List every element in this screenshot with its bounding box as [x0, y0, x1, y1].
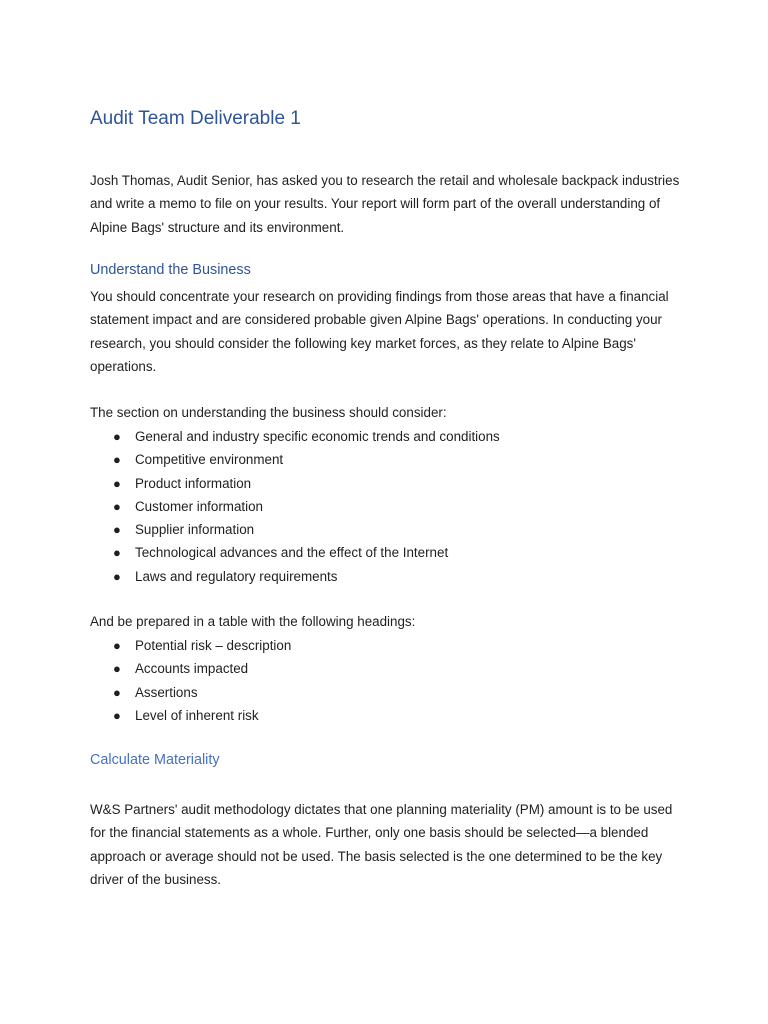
bullet-icon: ●: [113, 638, 121, 653]
table-lead-text: And be prepared in a table with the following headings:: [90, 614, 416, 629]
section-heading-calculate-materiality: Calculate Materiality: [90, 752, 220, 768]
bullet-icon: ●: [113, 661, 121, 677]
understand-business-paragraph: You should concentrate your research on providing findings from those areas that have a financial statement impact and are considered probable given Alpine Bags' operations. In conducting your research, you should consider the following key market forces, as they relate to Alpine Bags' operations.: [90, 289, 669, 374]
bullet-icon: ●: [113, 568, 121, 584]
bullet-icon: ●: [113, 475, 121, 491]
list-item: ● Potential risk – description: [90, 634, 680, 657]
intro-paragraph: Josh Thomas, Audit Senior, has asked you to research the retail and wholesale backpack industries and write a memo to file on your results. Your report will form part of the overall understanding of Alpine Bags' structure and its environment.: [90, 173, 680, 235]
bullet-icon: ●: [113, 429, 121, 444]
list-item: ● Competitive environment: [90, 448, 680, 471]
document-title: Audit Team Deliverable 1: [90, 108, 301, 129]
table-headings-list: [90, 634, 680, 727]
bullet-icon: ●: [113, 707, 121, 723]
bullet-icon: ●: [113, 522, 121, 538]
list-item: ● Laws and regulatory requirements: [90, 565, 680, 588]
section-heading-understand-business: Understand the Business: [90, 262, 251, 278]
bullet-icon: ●: [113, 684, 121, 700]
list-item: ● General and industry specific economic trends and conditions: [90, 425, 680, 448]
list-item: ● Technological advances and the effect of the Internet: [90, 541, 680, 564]
list-item: ● Customer information: [90, 495, 680, 518]
bullet-icon: ●: [113, 545, 121, 561]
list-item: ● Assertions: [90, 681, 680, 704]
bullet-icon: ●: [113, 452, 121, 468]
list-item: ● Supplier information: [90, 518, 680, 541]
list-item: ● Product information: [90, 472, 680, 495]
consider-list: [90, 425, 680, 588]
consider-lead-text: The section on understanding the business should consider:: [90, 405, 447, 420]
materiality-paragraph: W&S Partners' audit methodology dictates that one planning materiality (PM) amount is to be used for the financial statements as a whole. Further, only one basis should be selected—a blended approach or average should not be used. The basis selected is the one determined to be the key driver of the business.: [90, 802, 673, 887]
bullet-icon: ●: [113, 498, 121, 514]
list-item: ● Accounts impacted: [90, 657, 680, 680]
list-item: ● Level of inherent risk: [90, 704, 680, 727]
